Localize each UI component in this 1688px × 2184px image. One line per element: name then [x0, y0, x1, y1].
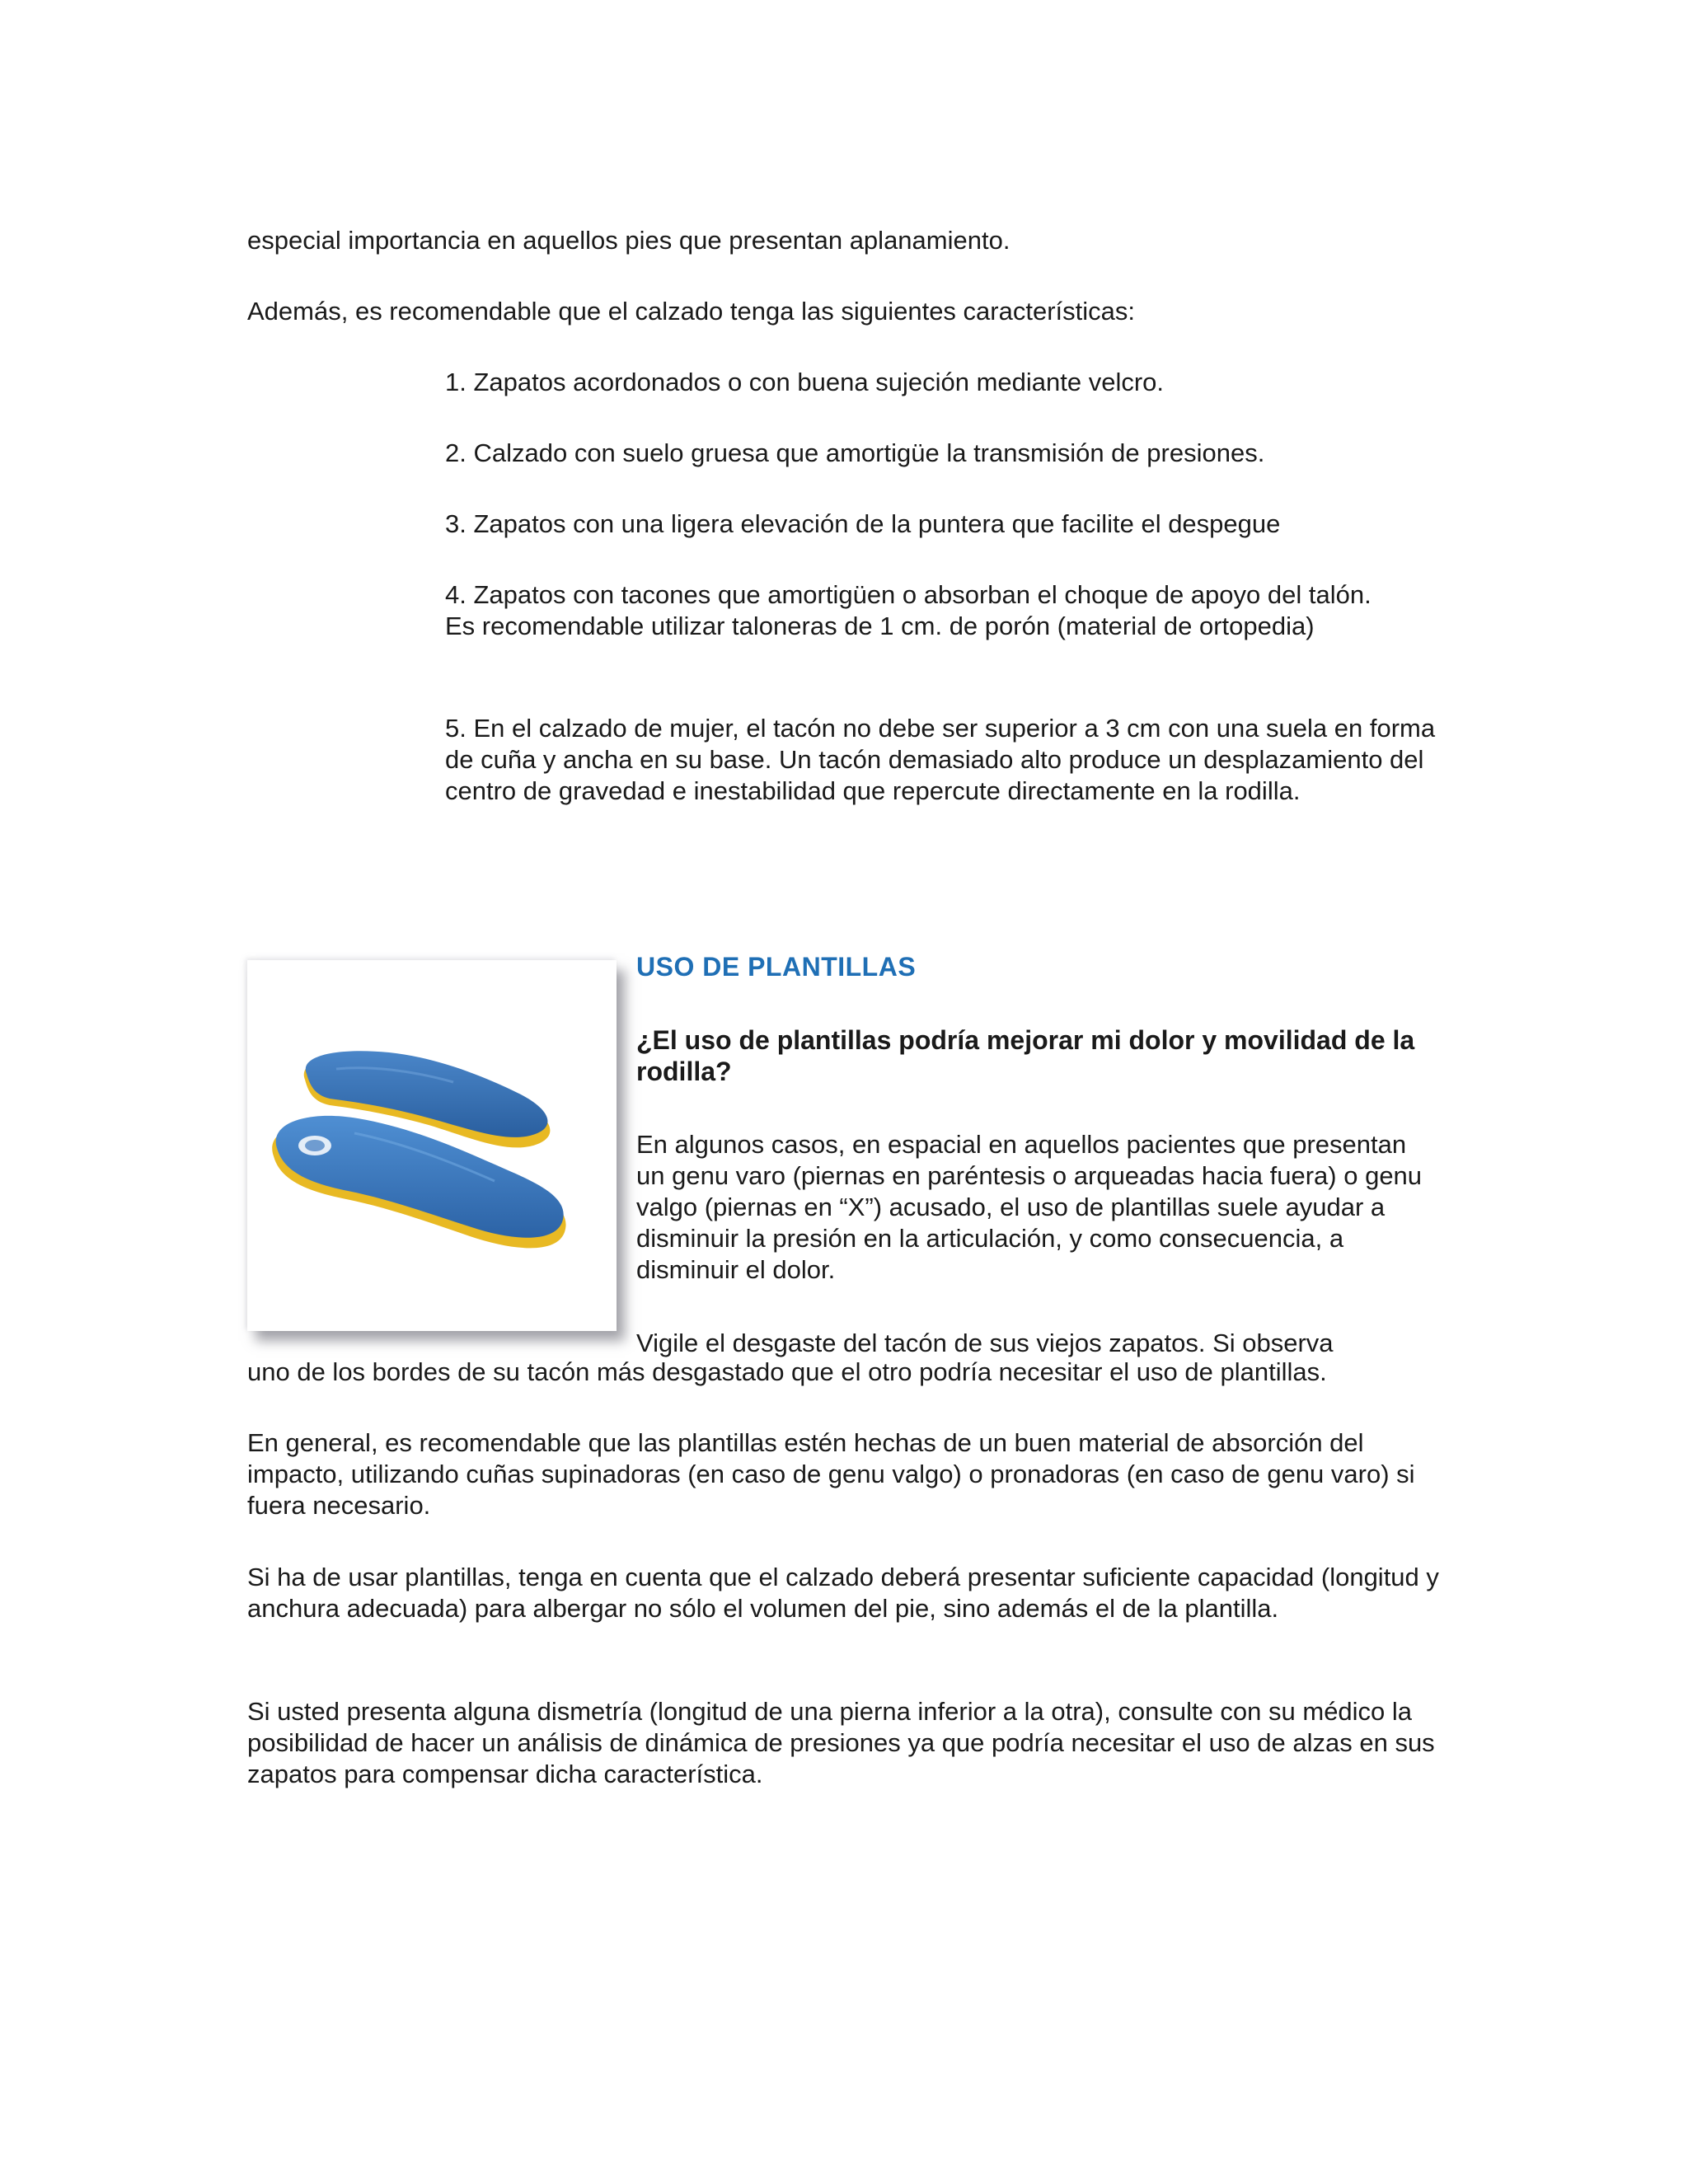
list-item-4: 4. Zapatos con tacones que amortigüen o absorban el choque de apoyo del talón. Es recomendable utilizar taloneras de 1 cm. de porón (material de ortopedia) — [445, 580, 1372, 640]
section-heading: USO DE PLANTILLAS — [636, 952, 917, 982]
paragraph-intro: especial importancia en aquellos pies que presentan aplanamiento. — [247, 226, 1010, 255]
list-item-5: 5. En el calzado de mujer, el tacón no debe ser superior a 3 cm con una suela en forma de cuña y ancha en su base. Un tacón demasiado alto produce un desplazamiento del centro de gravedad e inestabilidad que repercute directamente en la rodilla. — [445, 714, 1436, 805]
list-item-2: 2. Calzado con suelo gruesa que amortigüe la transmisión de presiones. — [445, 438, 1265, 467]
paragraph-plantillas-intro: En algunos casos, en espacial en aquellos pacientes que presentan un genu varo (piernas en paréntesis o arqueadas hacia fuera) o genu valgo (piernas en “X”) acusado, el uso de plantillas suele ayudar a disminuir la presión en la articulación, y como consecuencia, a disminuir el dolor. — [636, 1130, 1423, 1284]
paragraph-dismetria: Si usted presenta alguna dismetría (longitud de una pierna inferior a la otra), consulte con su médico la posibilidad de hacer un análisis de dinámica de presiones ya que podría necesitar el uso de alzas en sus zapatos para compensar dicha característica. — [247, 1697, 1435, 1788]
insoles-illustration — [247, 960, 617, 1331]
paragraph-capacidad: Si ha de usar plantillas, tenga en cuenta que el calzado deberá presentar suficiente capacidad (longitud y anchura adecuada) para albergar no sólo el volumen del pie, sino además el de la plantilla. — [247, 1563, 1439, 1623]
paragraph-desgaste-start: Vigile el desgaste del tacón de sus viejos zapatos. Si observa — [636, 1329, 1334, 1357]
list-item-1: 1. Zapatos acordonados o con buena sujeción mediante velcro. — [445, 368, 1165, 396]
list-item-3: 3. Zapatos con una ligera elevación de la puntera que facilite el despegue — [445, 509, 1281, 538]
paragraph-recommendation: Además, es recomendable que el calzado tenga las siguientes características: — [247, 297, 1135, 326]
section-question: ¿El uso de plantillas podría mejorar mi dolor y movilidad de la rodilla? — [636, 1025, 1415, 1086]
paragraph-desgaste-end: uno de los bordes de su tacón más desgastado que el otro podría necesitar el uso de plantillas. — [247, 1357, 1327, 1386]
paragraph-material: En general, es recomendable que las plantillas estén hechas de un buen material de absorción del impacto, utilizando cuñas supinadoras (en caso de genu valgo) o pronadoras (en caso de genu varo) si fuera necesario. — [247, 1428, 1415, 1520]
insoles-image — [247, 960, 617, 1331]
